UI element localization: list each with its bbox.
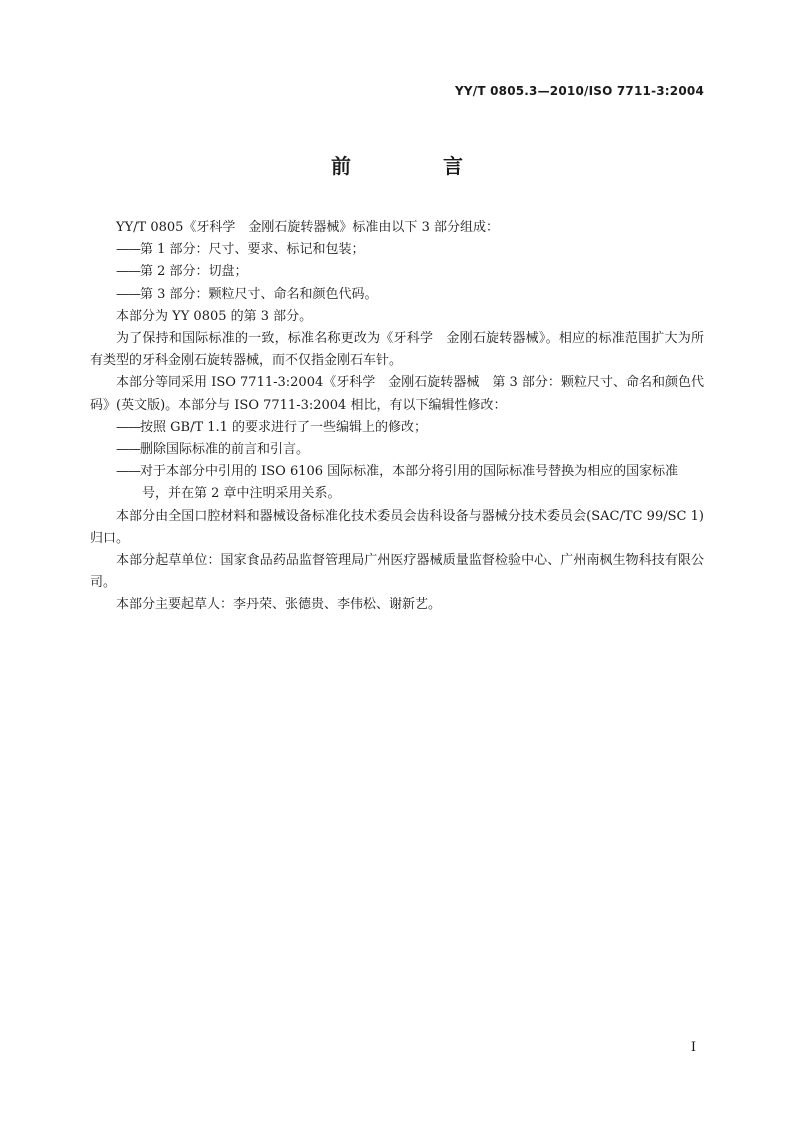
list-item-modification-1 xyxy=(90,417,704,439)
list-item-text: 第 1 部分：尺寸、要求、标记和包装； xyxy=(140,242,365,258)
list-item-text: 第 2 部分：切盘； xyxy=(140,264,248,280)
paragraph-adoption: 本部分等同采用 ISO 7711-3:2004《牙科学 金刚石旋转器械 第 3 部分：颗粒尺寸、命名和颜色代码》(英文版)。本部分与 ISO 7711-3:2004 相比，有以下编辑性修改： xyxy=(90,375,704,413)
list-item-part-3 xyxy=(90,284,704,306)
list-item-text: 对于本部分中引用的 ISO 6106 国际标准，本部分将引用的国际标准号替换为相应的国家标准号，并在第 2 章中注明采用关系。 xyxy=(140,464,679,502)
dash-marker: —— xyxy=(116,464,140,480)
page-title: 前 言 xyxy=(331,154,499,178)
page-number: I xyxy=(690,1040,696,1055)
list-item-part-2 xyxy=(90,261,704,283)
list-item-modification-2 xyxy=(90,439,704,461)
standard-code-header: YY/T 0805.3—2010/ISO 7711-3:2004 xyxy=(454,84,704,98)
paragraph-drafting-units: 本部分起草单位：国家食品药品监督管理局广州医疗器械质量监督检验中心、广州南枫生物科技有限公司。 xyxy=(90,553,704,591)
dash-marker: —— xyxy=(116,419,140,435)
paragraph-drafters: 本部分主要起草人：李丹荣、张德贵、李伟松、谢新艺。 xyxy=(116,597,442,613)
dash-marker: —— xyxy=(116,242,140,258)
dash-marker: —— xyxy=(116,264,140,280)
paragraph-title-change: 为了保持和国际标准的一致，标准名称更改为《牙科学 金刚石旋转器械》。相应的标准范围扩大为所有类型的牙科金刚石旋转器械，而不仅指金刚石车针。 xyxy=(90,331,704,369)
paragraph-part-statement: 本部分为 YY 0805 的第 3 部分。 xyxy=(116,308,313,324)
dash-marker: —— xyxy=(116,286,140,302)
list-item-part-1 xyxy=(90,239,704,261)
list-item-text: 按照 GB/T 1.1 的要求进行了一些编辑上的修改； xyxy=(140,419,428,435)
list-item-modification-3 xyxy=(90,461,704,505)
document-body xyxy=(90,217,704,617)
paragraph-structure-intro: YY/T 0805《牙科学 金刚石旋转器械》标准由以下 3 部分组成： xyxy=(116,220,499,235)
list-item-text: 删除国际标准的前言和引言。 xyxy=(140,442,310,458)
dash-marker: —— xyxy=(116,442,140,458)
list-item-text: 第 3 部分：颗粒尺寸、命名和颜色代码。 xyxy=(140,286,378,302)
paragraph-responsible-committee: 本部分由全国口腔材料和器械设备标准化技术委员会齿科设备与器械分技术委员会(SAC/TC 99/SC 1)归口。 xyxy=(90,508,704,546)
